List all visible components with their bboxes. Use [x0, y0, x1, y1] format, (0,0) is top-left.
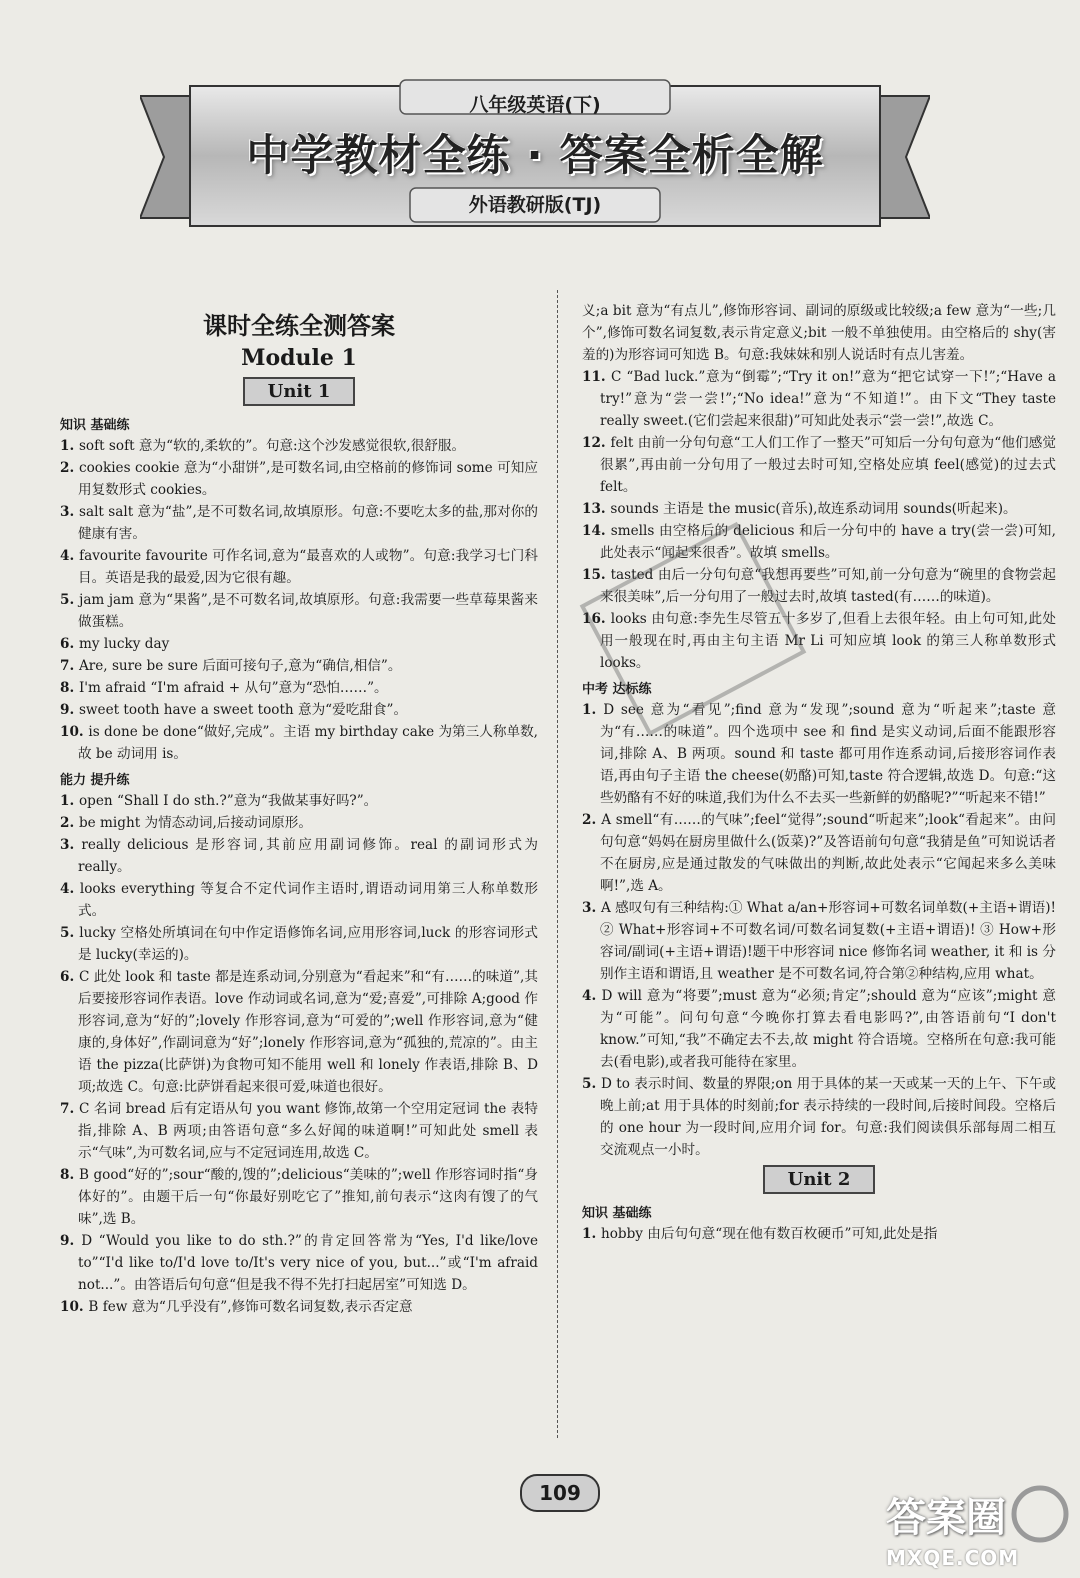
answer-item — [60, 922, 538, 966]
watermark-logo: 答案圈 — [886, 1495, 1006, 1541]
answer-number: 9. — [60, 702, 79, 718]
answer-text: salt salt 意为“盐”,是不可数名词,故填原形。句意:不要吃太多的盐,那对你的健康有害。 — [78, 504, 538, 542]
answer-text: A 感叹句有三种结构:① What a/an+形容词+可数名词单数(+主语+谓语)! ② What+形容词+不可数名词/可数名词复数(+主语+谓语)! ③ How+形容词/副词(+主语+谓语)!题干中形容词 nice 修饰名词 weather, it 和 is 分别作主语和谓语,且 weather 是不可数名词,符合第②种结构,应用 what。 — [600, 900, 1056, 982]
answer-item — [60, 812, 538, 834]
answer-continuation: 义;a bit 意为“有点儿”,修饰形容词、副词的原级或比较级;a few 意为“一些;几个”,修饰可数名词复数,表示肯定意义;bit 一般不单独使用。由空格后的 shy(害羞的)为形容词可知选 B。句意:我妹妹和别人说话时有点儿害羞。 — [582, 303, 1056, 363]
answer-item — [60, 501, 538, 545]
answer-number: 9. — [60, 1233, 82, 1249]
answer-number: 8. — [60, 1167, 80, 1183]
answer-number: 4. — [60, 881, 80, 897]
answer-item — [60, 790, 538, 812]
answer-number: 15. — [582, 567, 611, 583]
answer-text: B good“好的”;sour“酸的,馊的”;delicious“美味的”;well 作形容词时指“身体好的”。由题干后一句“你最好别吃它了”推知,前句表示“这肉有馊了的气味”,选 B。 — [78, 1167, 538, 1227]
answer-text: hobby 由后句句意“现在他有数百枚硬币”可知,此处是指 — [600, 1226, 938, 1242]
watermark-url: MXQE.COM — [886, 1546, 1020, 1570]
right-column — [582, 300, 1056, 1245]
answer-text: C 此处 look 和 taste 都是连系动词,分别意为“看起来”和“有……的味道”,其后要接形容词作表语。love 作动词或名词,意为“爱;喜爱”,可排除 A;good 作形容词,意为“好的”;lovely 作形容词,意为“可爱的”;well 作形容词,意为“健康的,身体好”,作副词意为“好”;lonely 作形容词,意为“孤独的,荒凉的”。由主语 the pizza(比萨饼)为食物可知不能用 well 和 lonely 作表语,排除 B、D 项;故选 C。句意:比萨饼看起来很可爱,味道也很好。 — [78, 969, 538, 1095]
column-divider — [557, 290, 558, 1438]
answer-number: 1. — [582, 702, 604, 718]
answer-number: 6. — [60, 969, 79, 985]
answer-number: 1. — [582, 1226, 601, 1242]
unit-badge-2: Unit 2 — [763, 1165, 875, 1194]
basic-answer-list — [60, 435, 538, 765]
ability-answer-list — [60, 790, 538, 1318]
answer-number: 3. — [60, 837, 82, 853]
module-title: Module 1 — [241, 345, 357, 371]
answer-text: D “Would you like to do sth.?”的肯定回答常为“Yes, I'd like/love to”“I'd like to/I'd love to/It's very nice of you, but...”或“I'm afraid not...”。由答语后句句意“但是我不得不先打扫起居室”可知选 D。 — [78, 1233, 538, 1293]
answer-number: 16. — [582, 611, 611, 627]
answer-text: C 名词 bread 后有定语从句 you want 修饰,故第一个空用定冠词 the 表特指,排除 A、B 两项;由答语句意“多么好闻的味道啊!”可知此处 smell 表示“气味”,为可数名词,应与不定冠词连用,故选 C。 — [78, 1101, 538, 1161]
answer-number: 5. — [60, 925, 80, 941]
answer-text: A smell“有……的气味”;feel“觉得”;sound“听起来”;look“看起来”。由问句句意“妈妈在厨房里做什么(饭菜)?”及答语前句句意“我猜是鱼”可知说话者不在厨房,应是通过散发的气味做出的判断,故此处表示“它闻起来多么美味啊!”,选 A。 — [600, 812, 1056, 894]
answer-item — [60, 1296, 538, 1318]
answer-number: 1. — [60, 793, 79, 809]
answer-item — [60, 1164, 538, 1230]
answer-number: 10. — [60, 724, 89, 740]
answer-number: 5. — [582, 1076, 601, 1092]
answer-item — [582, 897, 1056, 985]
answer-text: C “Bad luck.”意为“倒霉”;“Try it on!”意为“把它试穿一下!”;“Have a try!”意为“尝一尝!”;“No idea!”意为“不知道!”。由下文“They taste really sweet.(它们尝起来很甜)”可知此处表示“尝一尝!”,故选 C。 — [600, 369, 1056, 429]
answer-number: 7. — [60, 1101, 80, 1117]
answer-number: 7. — [60, 658, 79, 674]
section-title: 课时全练全测答案 — [203, 312, 395, 340]
answer-number: 1. — [60, 438, 79, 454]
answer-item — [60, 1098, 538, 1164]
title-banner — [140, 78, 930, 246]
answer-item — [582, 498, 1056, 520]
answer-text: smells 由空格后的 delicious 和后一分句中的 have a try(尝一尝)可知,此处表示“闻起来很香”。故填 smells。 — [600, 523, 1056, 561]
answer-number: 5. — [60, 592, 80, 608]
subsection-basic: 知识 基础练 — [60, 418, 130, 433]
answer-item — [60, 1230, 538, 1296]
answer-item — [60, 457, 538, 501]
answer-text: looks 由句意:李先生尽管五十多岁了,但看上去很年轻。由上句可知,此处用一般现在时,再由主句主语 Mr Li 可知应填 look 的第三人称单数形式 looks。 — [600, 611, 1056, 671]
answer-item — [582, 809, 1056, 897]
answer-text: be might 为情态动词,后接动词原形。 — [78, 815, 312, 831]
answer-item — [60, 655, 538, 677]
answer-text: sweet tooth have a sweet tooth 意为“爱吃甜食”。 — [78, 702, 408, 718]
answer-item — [60, 878, 538, 922]
answer-item — [582, 520, 1056, 564]
answer-item — [582, 1223, 1056, 1245]
answer-item — [60, 633, 538, 655]
answer-item — [60, 721, 538, 765]
answer-number: 10. — [60, 1299, 89, 1315]
answer-number: 3. — [582, 900, 601, 916]
grade-label: 八年级英语(下) — [469, 94, 601, 116]
answer-text: soft soft 意为“软的,柔软的”。句意:这个沙发感觉很软,很舒服。 — [78, 438, 466, 454]
basic-answer-list-2 — [582, 1223, 1056, 1245]
answer-item — [60, 699, 538, 721]
subsection-exam: 中考 达标练 — [582, 682, 652, 697]
answer-item — [60, 545, 538, 589]
answer-number: 4. — [582, 988, 602, 1004]
answer-item — [60, 589, 538, 633]
answer-text: D to 表示时间、数量的界限;on 用于具体的某一天或某一天的上午、下午或晚上前;at 用于具体的时刻前;for 表示持续的一段时间,后接时间段。空格后的 one hour 为一段时间,应用介词 for。句意:我们阅读俱乐部每周二相互交流观点一小时。 — [600, 1076, 1056, 1158]
page-number: 109 — [520, 1474, 600, 1512]
answer-text: tasted 由后一分句句意“我想再要些”可知,前一分句意为“碗里的食物尝起来很美味”,后一分句用了一般过去时,故填 tasted(有……的味道)。 — [600, 567, 1056, 605]
answer-item — [60, 435, 538, 457]
answer-number: 6. — [60, 636, 79, 652]
answer-number: 14. — [582, 523, 611, 539]
answer-number: 2. — [582, 812, 602, 828]
answer-text: really delicious 是形容词,其前应用副词修饰。real 的副词形式为 really。 — [78, 837, 538, 875]
site-watermark — [880, 1478, 1070, 1573]
answer-text: open “Shall I do sth.?”意为“我做某事好吗?”。 — [78, 793, 378, 809]
answer-text: Are, sure be sure 后面可接句子,意为“确信,相信”。 — [78, 658, 402, 674]
answer-item — [582, 985, 1056, 1073]
answer-number: 8. — [60, 680, 79, 696]
subsection-basic-2: 知识 基础练 — [582, 1206, 652, 1221]
answer-item — [60, 677, 538, 699]
answer-text: is done be done“做好,完成”。主语 my birthday cake 为第三人称单数,故 be 动词用 is。 — [78, 724, 538, 762]
answer-item — [582, 1073, 1056, 1161]
edition-label: 外语教研版(TJ) — [468, 194, 602, 216]
answer-item — [582, 432, 1056, 498]
answer-item — [60, 966, 538, 1098]
answer-number: 13. — [582, 501, 611, 517]
answer-number: 4. — [60, 548, 80, 564]
answer-text: cookies cookie 意为“小甜饼”,是可数名词,由空格前的修饰词 some 可知应用复数形式 cookies。 — [78, 460, 538, 498]
answer-number: 11. — [582, 369, 612, 385]
answer-text: B few 意为“几乎没有”,修饰可数名词复数,表示否定意 — [88, 1299, 413, 1315]
left-column — [60, 300, 538, 1318]
answer-text: jam jam 意为“果酱”,是不可数名词,故填原形。句意:我需要一些草莓果酱来做蛋糕。 — [78, 592, 538, 630]
exam-answer-list — [582, 699, 1056, 1161]
book-title: 中学教材全练 · 答案全析全解 — [246, 131, 824, 181]
answer-text: felt 由前一分句句意“工人们工作了一整天”可知后一分句句意为“他们感觉很累”,再由前一分句用了一般过去时可知,空格处应填 feel(感觉)的过去式 felt。 — [600, 435, 1056, 495]
answer-text: sounds 主语是 the music(音乐),故连系动词用 sounds(听起来)。 — [610, 501, 1017, 517]
answer-number: 3. — [60, 504, 79, 520]
unit-badge: Unit 1 — [243, 377, 355, 406]
answer-text: my lucky day — [78, 636, 170, 652]
answer-number: 2. — [60, 460, 79, 476]
subsection-ability: 能力 提升练 — [60, 773, 130, 788]
answer-text: looks everything 等复合不定代词作主语时,谓语动词用第三人称单数形式。 — [78, 881, 538, 919]
answer-number: 2. — [60, 815, 79, 831]
answer-item — [60, 834, 538, 878]
answer-text: D will 意为“将要”;must 意为“必须;肯定”;should 意为“应该”;might 意为“可能”。问句句意“今晚你打算去看电影吗?”,由答语前句“I don't know.”可知,“我”不确定去不去,故 might 符合语境。空格所在句意:我可能去(看电影),或者我可能待在家里。 — [600, 988, 1056, 1070]
answer-text: I'm afraid “I'm afraid + 从句”意为“恐怕……”。 — [78, 680, 388, 696]
answer-number: 12. — [582, 435, 611, 451]
answer-text: lucky 空格处所填词在句中作定语修饰名词,应用形容词,luck 的形容词形式是 lucky(幸运的)。 — [78, 925, 538, 963]
answer-item — [582, 366, 1056, 432]
answer-text: D see 意为“看见”;find 意为“发现”;sound 意为“听起来”;taste 意为“有……的味道”。四个选项中 see 和 find 是实义动词,后面不能跟形容词,排除 A、B 两项。sound 和 taste 都可用作连系动词,后接形容词作表语,再由句子主语 the cheese(奶酪)可知,taste 符合逻辑,故选 D。句意:“这些奶酪有不好的味道,我们为什么不去买一些新鲜的奶酪呢?”“听起来不错!” — [600, 702, 1056, 806]
answer-text: favourite favourite 可作名词,意为“最喜欢的人或物”。句意:我学习七门科目。英语是我的最爱,因为它很有趣。 — [78, 548, 539, 586]
